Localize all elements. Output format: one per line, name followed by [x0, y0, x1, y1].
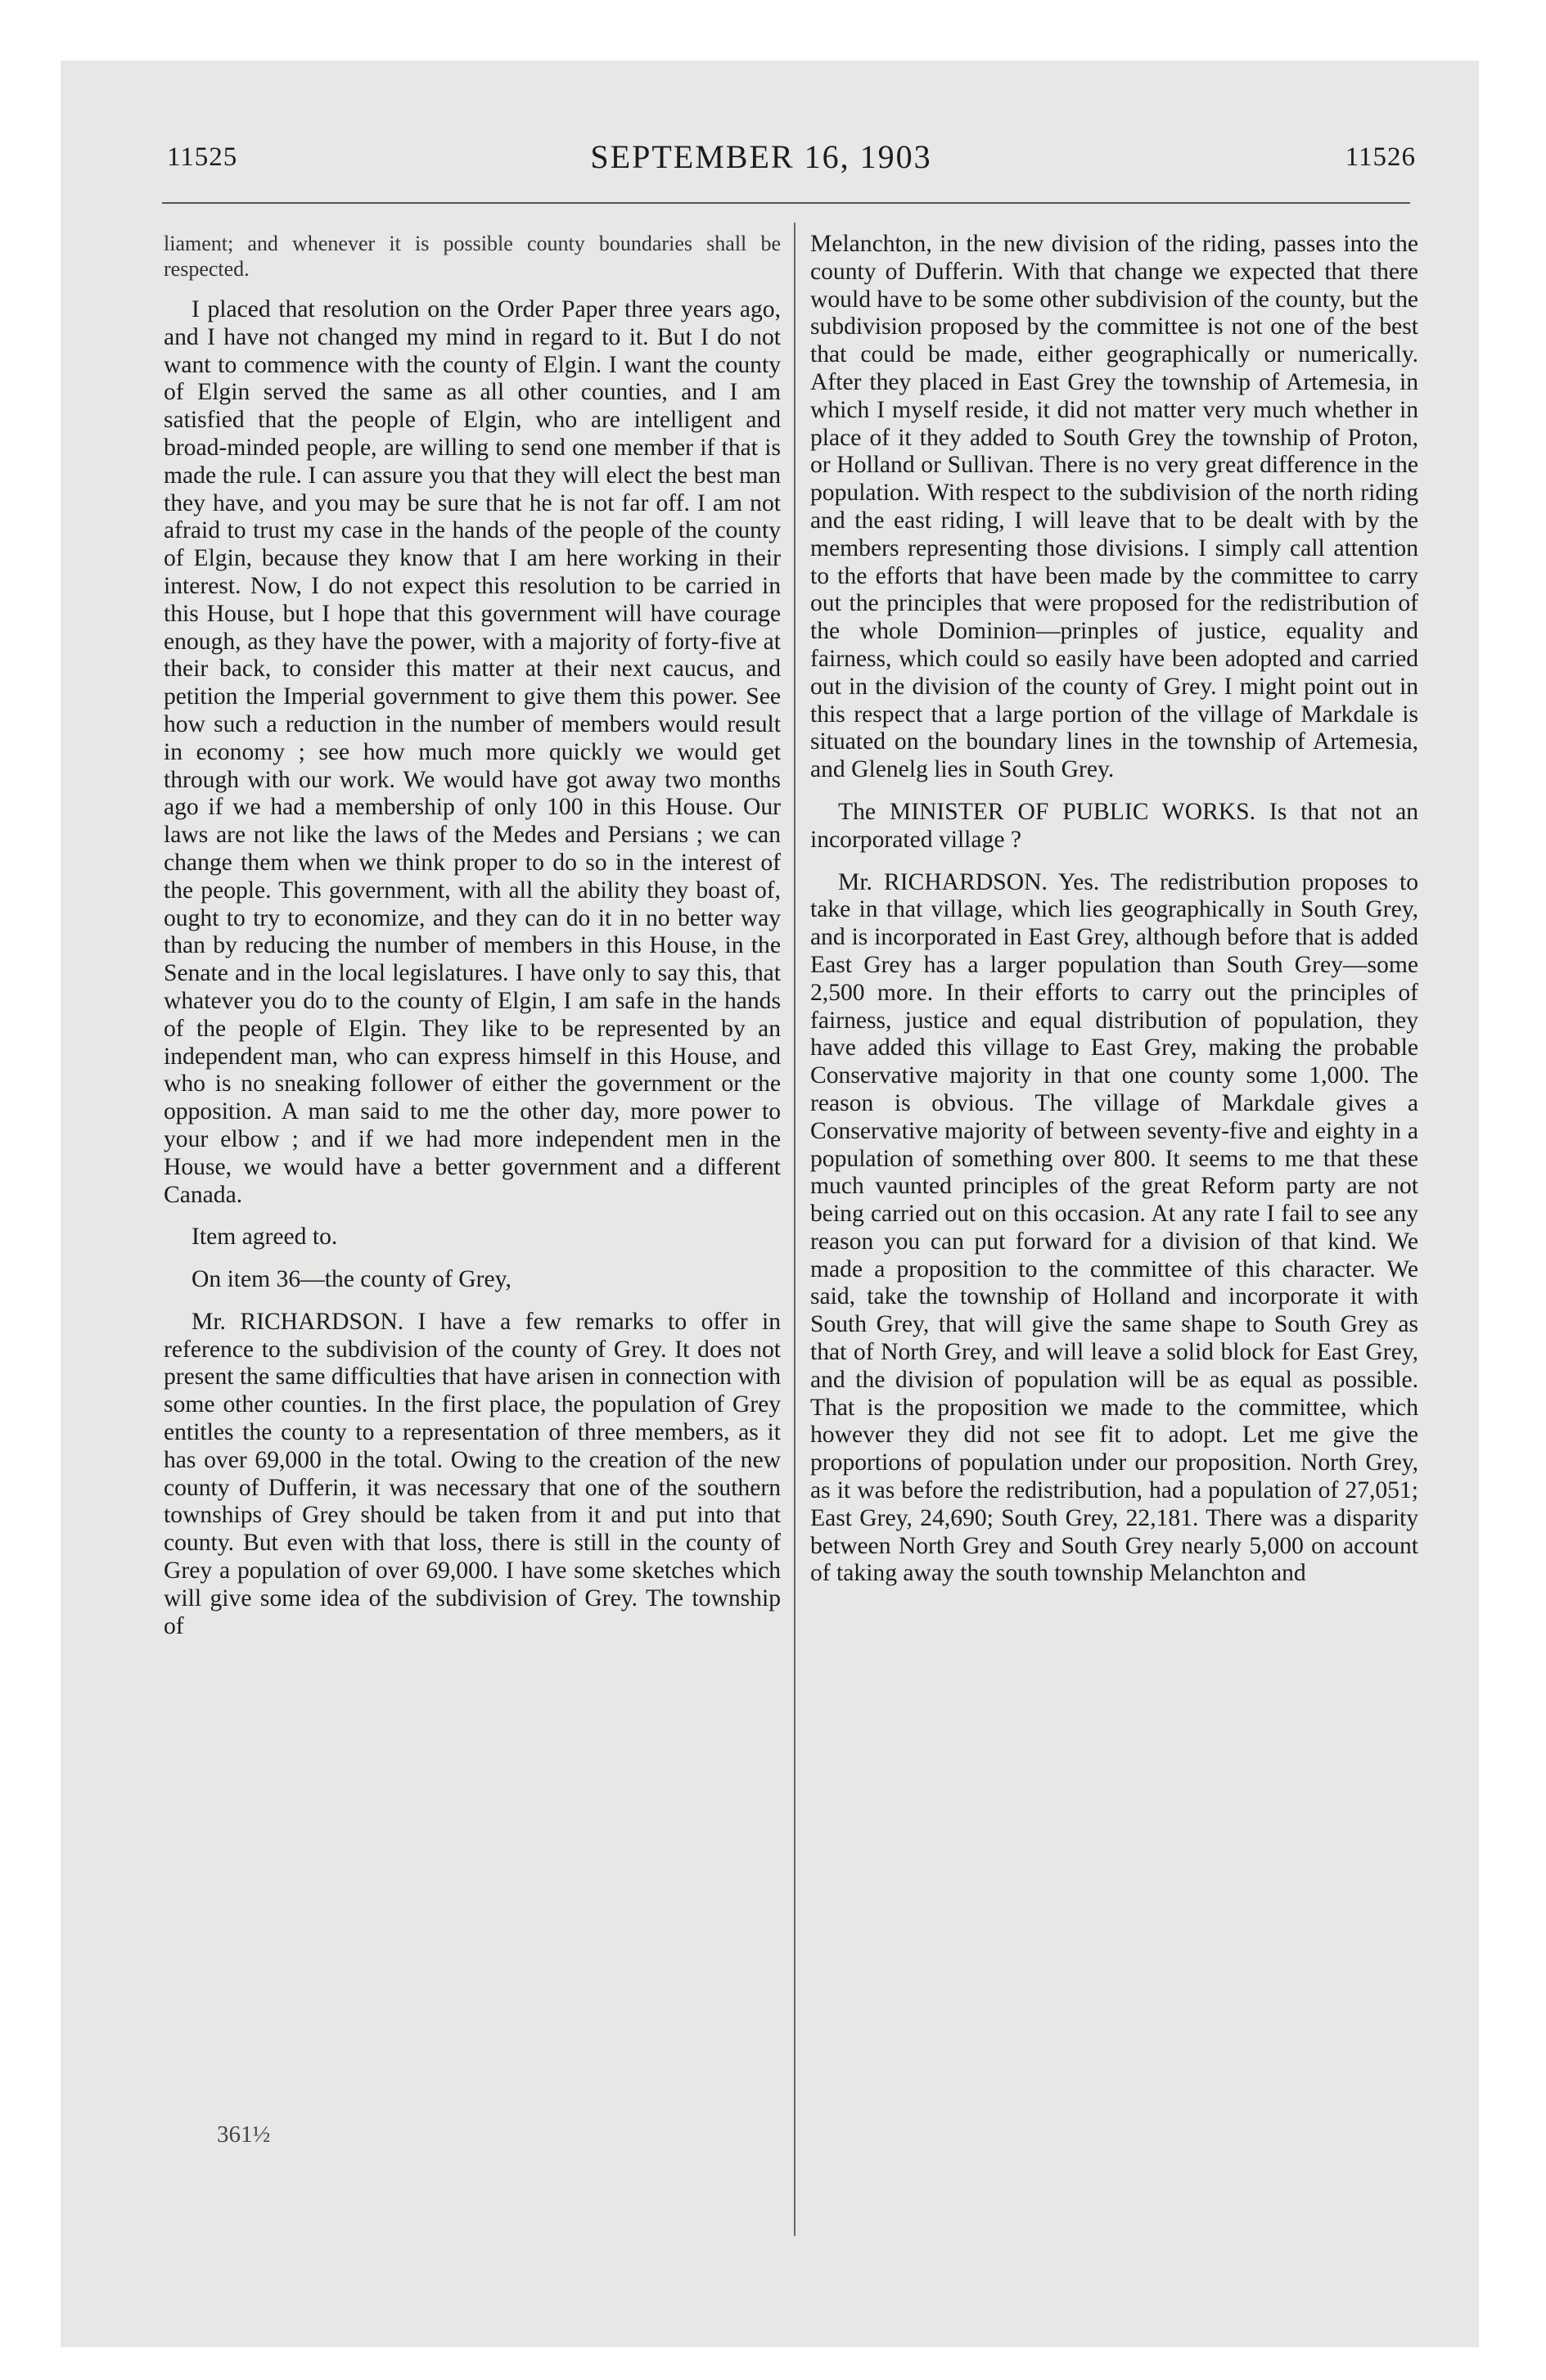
page-header: [106, 131, 1416, 180]
paragraph: Melanchton, in the new division of the riding, passes into the county of Dufferin. With that change we expected that there would have to be some other subdivision of the county, but the subdivision proposed by the committee is not one of the best that could be made, either geographically or numerically. After they placed in East Grey the township of Artemesia, in which I myself reside, it did not matter very much whether in place of it they added to South Grey the township of Proton, or Holland or Sullivan. There is no very great difference in the population. With respect to the subdivision of the north riding and the east riding, I will leave that to be dealt with by the members representing those divisions. I simply call attention to the efforts that have been made by the committee to carry out the principles that were proposed for the redistribution of the whole Dominion—prinples of justice, equality and fairness, which could so easily have been adopted and carried out in the division of the county of Grey. I might point out in this respect that a large portion of the village of Markdale is situated on the boundary lines in the township of Artemesia, and Glenelg lies in South Grey.: [810, 231, 1418, 783]
paragraph: I placed that resolution on the Order Paper three years ago, and I have not changed my mind in regard to it. But I do not want to commence with the county of Elgin. I want the county of Elgin served the same as all other counties, and I am satisfied that the people of Elgin, who are intelligent and broad-minded people, are willing to send one member if that is made the rule. I can assure you that they will elect the best man they have, and you may be sure that he is not far off. I am not afraid to trust my case in the hands of the people of the county of Elgin, because they know that I am here working in their interest. Now, I do not expect this resolution to be carried in this House, but I hope that this government will have courage enough, as they have the power, with a majority of forty-five at their back, to consider this matter at their next caucus, and petition the Imperial government to give them this power. See how such a reduction in the number of members would result in economy ; see how much more quickly we would get through with our work. We would have got away two months ago if we had a membership of only 100 in this House. Our laws are not like the laws of the Medes and Persians ; we can change them when we think proper to do so in the interest of the people. This government, with all the ability they boast of, ought to try to economize, and they can do it in no better way than by reducing the number of members in this House, in the Senate and in the local legislatures. I have only to say this, that whatever you do to the county of Elgin, I am safe in the hands of the people of Elgin. They like to be represented by an independent man, who can express himself in this House, and who is no sneaking follower of either the government or the opposition. A man said to me the other day, more power to your elbow ; and if we had more independent men in the House, we would have a better government and a different Canada.: [164, 296, 781, 1208]
paragraph: Mr. RICHARDSON. Yes. The redistribution proposes to take in that village, which lies geographically in South Grey, and is incorporated in East Grey, although before that is added East Grey has a larger population than South Grey—some 2,500 more. In their efforts to carry out the principles of fairness, justice and equal distribution of population, they have added this village to East Grey, making the probable Conservative majority in that one county some 1,000. The reason is obvious. The village of Markdale gives a Conservative majority of between seventy-five and eighty in a population of something over 800. It seems to me that these much vaunted principles of the great Reform party are not being carried out on this occasion. At any rate I fail to see any reason you can put forward for a division of that kind. We made a proposition to the committee of this character. We said, take the township of Holland and incorporate it with South Grey, that will give the same shape to South Grey as that of North Grey, and will leave a solid block for East Grey, and the division of population will be as equal as possible. That is the proposition we made to the committee, which however they did not see fit to adopt. Let me give the proportions of population under our proposition. North Grey, as it was before the redistribution, had a population of 27,051; East Grey, 24,690; South Grey, 22,181. There was a disparity between North Grey and South Grey nearly 5,000 on account of taking away the south township Melanchton and: [810, 868, 1418, 1587]
paragraph: Mr. RICHARDSON. I have a few remarks to offer in reference to the subdivision of the county of Grey. It does not present the same difficulties that have arisen in connection with some other counties. In the first place, the population of Grey entitles the county to a representation of three members, as it has over 69,000 in the total. Owing to the creation of the new county of Dufferin, it was necessary that one of the southern townships of Grey should be taken from it and put into that county. But even with that loss, there is still in the county of Grey a population of over 69,000. I have some sketches which will give some idea of the subdivision of Grey. The township of: [164, 1308, 781, 1639]
page-date-title: SEPTEMBER 16, 1903: [590, 138, 932, 175]
paragraph: Item agreed to.: [192, 1224, 338, 1251]
paragraph: The MINISTER OF PUBLIC WORKS. Is that not an incorporated village ?: [810, 798, 1418, 853]
page-number-right: 11526: [1345, 142, 1416, 172]
left-column: [164, 231, 781, 1655]
right-column: [810, 231, 1418, 1602]
column-divider: [794, 223, 796, 2236]
page-number-left: 11525: [167, 142, 238, 172]
paragraph: liament; and whenever it is possible county boundaries shall be respected.: [164, 232, 781, 281]
header-rule: [162, 202, 1410, 204]
paragraph: On item 36—the county of Grey,: [192, 1266, 512, 1293]
signature-mark: 361½: [217, 2121, 271, 2148]
